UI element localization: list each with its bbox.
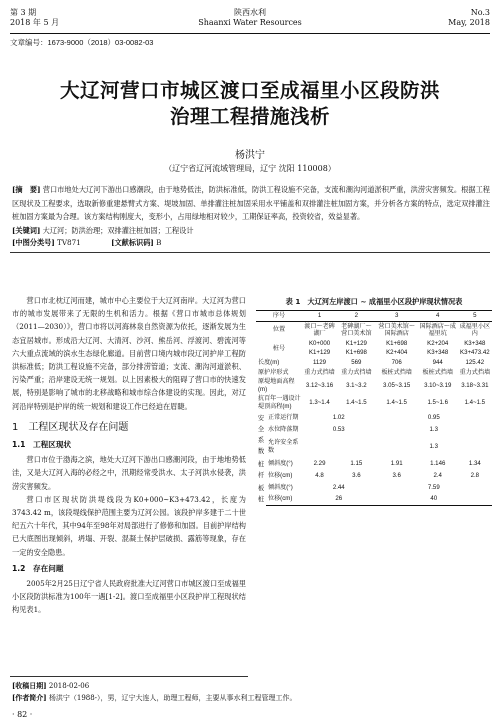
table-cell: 3.18~3.31 [461,381,489,389]
table-cell [302,436,376,458]
row-label: 位移(cm) [268,471,293,479]
abstract-rule [10,252,490,253]
author-name: 杨洪宁 [235,150,265,161]
table-row [256,424,492,436]
footnote [12,680,490,704]
table-cell: 国际酒店～成福里坑 [419,322,456,338]
col-1: 1 [302,311,337,322]
table-row [256,482,492,494]
table-cell: K1+698 [345,349,367,357]
table-cell: 1.3 [429,425,439,433]
article-title [0,78,500,130]
title-line-2: 治理工程措施浅析 [169,105,330,128]
table-cell: 125.42 [465,358,485,366]
issue-no-en: No.3 [470,8,490,17]
table-cell: 成福里小区内 [459,322,491,338]
abstract-text: 营口市地处大辽河下游出口感潮段，由于地势低洼，防洪标准低，防洪工程设施不完备，支流和潮沟河道淤积严重，洪涝灾害频发。根据工程区现状及工程要求，选取新修重建悬臂式方案、堤坡加固、单排灌注桩加固采用水平铺盖和双排灌注桩加固方案，并分析各方案的特点，选定双排灌注桩加固方案最为合理。该方案结构刚度大，变形小，占用绿地相对较少，工期保证率高，投资较省，效益显著。 [12,185,490,221]
table-cell: 1.4~1.5 [386,399,407,407]
table-row [256,458,492,470]
doc-value: B [156,238,162,247]
table-cell: 3.6 [352,471,361,479]
section-1-heading: 1 工程区现状及存在问题 [12,421,129,433]
row-label: 位置 [272,326,286,334]
table-cell: 0.53 [332,425,345,433]
table-cell: 0.95 [427,413,440,421]
paragraph-2: 营口市位于渤海之滨，地处大辽河下游出口感潮河段，由于地地势低洼，又是大辽河入海的必经之中，汛期经常受洪水、太子河洪水侵袭，洪涝灾害频发。 [12,455,246,491]
table-row [256,377,492,394]
row-label: 倾斜度(°) [268,483,293,491]
table-cell: 2.4 [433,471,442,479]
col-3: 3 [376,311,418,322]
table-cell: 重力式挡墙 [459,368,491,376]
table-cell: 1.5~1.6 [427,399,448,407]
table-cell: 4.8 [315,471,324,479]
table-cell: K0+000 [308,339,331,347]
author-info-label: [作者简介] [12,693,47,702]
table-cell: 3.6 [392,471,401,479]
table-cell: K1+129 [345,339,367,347]
revetment-status-table [256,310,492,506]
table-row [256,339,492,349]
table-cell: 7.59 [427,483,440,491]
row-label: 倾斜度(°) [268,459,293,467]
col-4: 4 [418,311,458,322]
table-caption: 表 1 大辽河左岸渡口 ~ 成福里小区段护岸现状情况表 [285,297,463,306]
journal-name-en: Shaanxi Water Resources [198,18,302,27]
table-cell: 1.4~1.5 [464,399,486,407]
table-cell: 营口美术馆～国际酒店 [378,322,415,338]
table-cell: 1.91 [390,459,403,467]
table-cell: 26 [302,493,376,505]
row-label: 水位降落期 [268,425,299,433]
table-cell: 重力式挡墙 [341,368,372,376]
journal-name: 陕西水利 [234,8,266,17]
table-row [256,470,492,482]
table-row [256,436,492,458]
table-cell: 3.10~3.19 [424,381,452,389]
row-label: 抗百年一遇设计堤顶高程(m) [258,395,301,410]
table-cell: K1+129 [308,349,331,357]
issue-date-en: May, 2018 [448,18,490,27]
table-cell: 1.02 [332,413,345,421]
abstract-label: [摘 要] [12,185,41,194]
table-row [256,394,492,411]
row-label: 原护岸形式 [258,368,289,376]
received-date: 2018-02-06 [48,682,90,690]
safety-group-label: 安全系数 [257,414,265,455]
table-cell: K3+473.42 [460,349,490,357]
row-label: 允许安全系数 [268,439,299,454]
table-header-row [256,311,492,322]
table-cell: 3.12~3.16 [305,381,334,389]
table-cell: 1129 [312,358,327,366]
table-cell: 3.1~3.2 [346,381,367,389]
abstract [12,183,490,224]
keywords-text: 大辽河；防洪治理；双排灌注桩加固；工程设计 [42,226,194,235]
table-cell: 1.146 [430,459,446,467]
pile-group-label: 桩杆 [257,460,265,479]
body-left-column [12,294,246,617]
table-cell: 1.3~1.4 [309,399,330,407]
classification [12,238,490,248]
table-cell: 2.44 [332,483,345,491]
table-cell: 重力式挡墙 [304,368,335,376]
table-row [256,321,492,339]
table-cell: 1.15 [350,459,363,467]
section-1-1-heading: 1.1 工程区现状 [12,440,72,450]
table-cell: 944 [432,358,443,366]
table-cell: K2+404 [386,349,408,357]
table-cell: 渡口～老碑湖厂 [304,322,335,338]
table-cell: 2.29 [313,459,326,467]
table-cell: 1.4~1.5 [346,399,367,407]
footnote-rule [10,676,248,677]
table-cell: 706 [391,358,402,366]
article-number: 文章编号：1673-9000（2018）03-0082-03 [10,38,154,47]
col-5: 5 [458,311,492,322]
table-cell: 板桩式挡墙 [381,368,412,376]
table-cell: K3+348 [464,339,486,347]
intro-paragraph: 营口市北枕辽河而建，城市中心主要位于大辽河南岸。大辽河为营口市的城市发展带来了无限的生机和活力。根据《营口市城市总体规划（2011—2030）》，营口市将以河海林泉自然资源为依托，逐渐发展为生态宜居城市。形成沿大辽河、大清河、沙河、熊岳河、浮渡河、碧流河等六大重点流域的滨水生态绿化廊道。目前营口境内城市段辽河护岸工程防洪标准低；防洪工程设施不完备，部分排涝管道；支流、潮沟河道淤积、污染严重；沿岸建设无统一规划。以上因素极大的阻碍了营口市的快速发展，特别是影响了城市的北移战略和城市综合体建设的实现。因此，对辽河沿岸特别是护岸的统一规划和建设工作已经迫在眉睫。 [12,296,246,411]
table-cell: 569 [351,358,362,366]
table-row [256,412,492,424]
issue-number: 第 3 期 [10,8,37,17]
row-label: 原堤地面高程(m) [258,378,295,393]
row-label: 桩号 [272,344,286,352]
title-line-1: 大辽河营口市城区渡口至成福里小区段防洪 [59,79,440,102]
issue-date: 2018 年 5 月 [10,18,60,27]
board-group-label: 板桩 [257,484,265,503]
row-label: 长度(m) [258,358,280,366]
received-label: [收稿日期] [12,681,47,690]
table-cell: 40 [376,493,492,505]
table-cell: 1.3 [429,442,439,450]
row-label: 正常运行期 [268,413,299,421]
author-affiliation: （辽宁省辽河流域管理局，辽宁 沈阳 110008） [164,164,336,173]
keywords-label: [关键词] [12,226,41,235]
section-1-2-heading: 1.2 存在问题 [12,563,64,573]
doc-label: [文献标识码] [111,238,154,247]
table-cell: K3+348 [427,349,449,357]
page-number: · 82 · [12,710,33,719]
keywords [12,226,490,236]
author-info: 杨洪宁（1988-），男，辽宁大连人，助理工程师，主要从事水利工程管理工作。 [48,694,297,702]
table-cell: K1+698 [386,339,408,347]
table-cell: 1.34 [468,459,481,467]
table-row [256,358,492,368]
table-cell: 3.05~3.15 [383,381,411,389]
table-cell: 板桩式挡墙 [422,368,453,376]
header-rule [10,33,490,34]
paragraph-3: 营口市区现状防洪堤线段为K0+000~K3+473.42，长度为3743.42 m，该段堤线保护范围主要为辽河公园。该段护岸多建于二十世纪五六十年代，其中94年至98年对局部进行了修修和加固。目前护岸结构已大底图出现倾斜，坍塌、开裂、混凝土保护层破损、露筋等现象，存在一定的安全隐患。 [12,494,246,557]
col-2: 2 [337,311,375,322]
class-value: TV871 [57,238,81,247]
paragraph-4: 2005年2月25日辽宁省人民政府批准大辽河营口市城区渡口至成福里小区段防洪标准为100年一遇[1-2]。渡口至成福里小区段护岸工程现状结构见表1。 [12,579,246,615]
table-row [256,368,492,378]
class-label: [中图分类号] [12,238,55,247]
table-cell: 2.8 [470,471,480,479]
row-label: 位移(cm) [266,493,302,505]
table-cell: K2+204 [427,339,449,347]
table-cell: 老碑湖厂～营口美术馆 [341,322,372,338]
seq-header: 序号 [256,311,302,322]
running-header [10,8,490,34]
table-row [256,493,492,505]
